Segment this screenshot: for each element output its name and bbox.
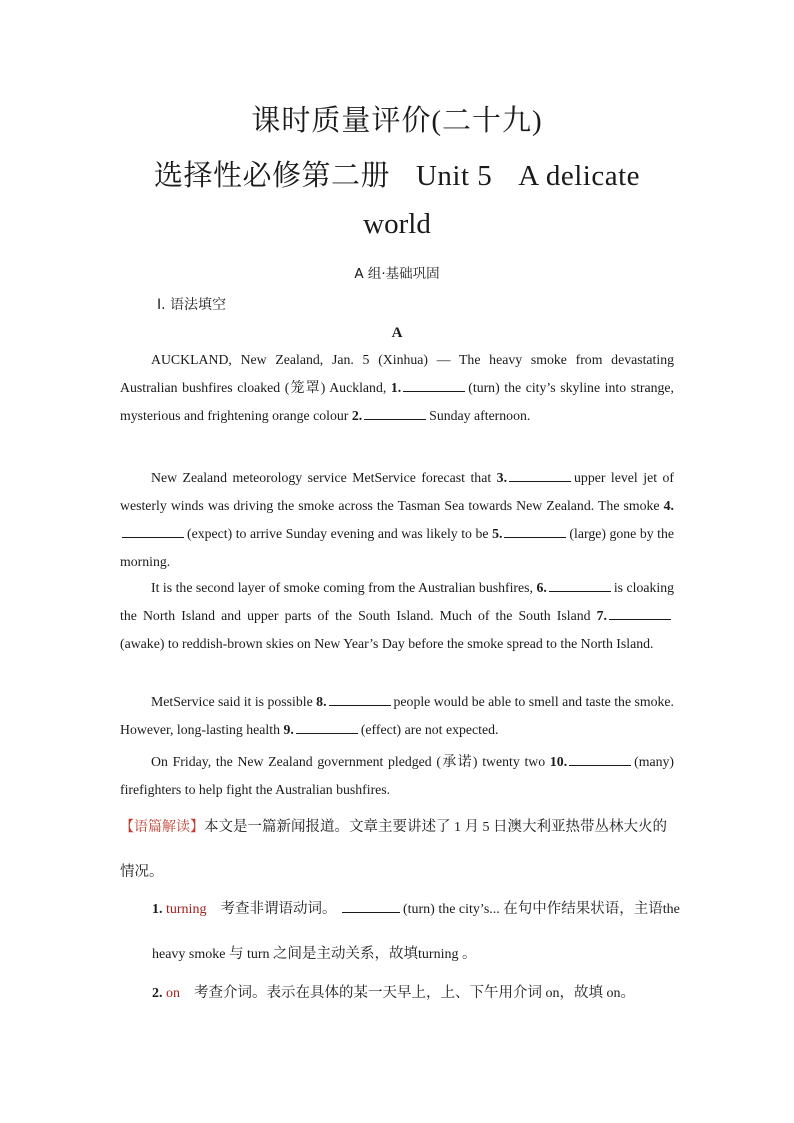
answer-blank-1[interactable]: [403, 377, 465, 392]
answer-blank-9[interactable]: [296, 719, 358, 734]
group-heading: A 组·基础巩固: [354, 266, 440, 282]
answer-blank-ref: [342, 898, 400, 913]
passage-paragraph-1: AUCKLAND, New Zealand, Jan. 5 (Xinhua) — The heavy smoke from devastating Australian bushfires cloaked (笼罩) Auckland, 1. (turn) the city’s skyline into strange, mysterious and frightening orange colour 2. Sunday afternoon.: [120, 352, 675, 423]
blank-number: 4.: [663, 498, 675, 513]
answer-blank-8[interactable]: [329, 691, 391, 706]
blank-number: 5.: [492, 526, 503, 541]
answer-explanation-1: 1. turning 考查非谓语动词。 (turn) the city’s... 在句中作结果状语，主语the heavy smoke 与 turn 之间是主动关系，故填turning 。: [152, 887, 680, 977]
passage-paragraph-5: On Friday, the New Zealand government pledged (承诺) twenty two 10. (many) firefighters to help fight the Australian bushfires.: [120, 748, 674, 804]
analysis-tag: 【语篇解读】: [120, 819, 204, 835]
unit-number: Unit 5: [415, 160, 493, 192]
passage-paragraph-2: New Zealand meteorology service MetService forecast that 3. upper level jet of westerly winds was driving the smoke across the Tasman Sea towards New Zealand. The smoke 4.(expect) to arrive Sunday evening and was likely to be 5. (large) gone by the morning.: [120, 464, 674, 576]
unit-title: [0, 153, 794, 194]
section-heading: Ⅰ. 语法填空: [157, 297, 227, 313]
lesson-title: 课时质量评价(二十九): [251, 105, 543, 137]
unit-topic: A delicate: [518, 160, 641, 192]
blank-number: 6.: [536, 580, 547, 595]
blank-number: 10.: [549, 754, 568, 769]
answer-number: 1.: [152, 902, 163, 917]
blank-number: 1.: [390, 380, 402, 395]
answer-value: turning: [166, 902, 207, 917]
blank-number: 9.: [283, 722, 294, 737]
unit-title-continued: world: [363, 208, 431, 240]
blank-number: 8.: [316, 694, 327, 709]
passage-analysis: 【语篇解读】本文是一篇新闻报道。文章主要讲述了 1 月 5 日澳大利亚热带丛林大火的情况。: [120, 819, 667, 880]
answer-blank-10[interactable]: [569, 751, 631, 766]
course-name: 选择性必修第二册: [153, 160, 390, 192]
passage-paragraph-3: It is the second layer of smoke coming from the Australian bushfires, 6. is cloaking the North Island and upper parts of the South Island. Much of the South Island 7.(awake) to reddish-brown skies on New Year’s Day before the smoke spread to the North Island.: [120, 574, 674, 658]
blank-number: 3.: [496, 470, 508, 485]
passage-label: A: [391, 325, 403, 341]
answer-blank-5[interactable]: [504, 523, 566, 538]
answer-blank-2[interactable]: [364, 405, 426, 420]
answer-blank-6[interactable]: [549, 577, 611, 592]
answer-value: on: [166, 986, 180, 1001]
answer-blank-7[interactable]: [609, 605, 671, 620]
blank-number: 2.: [351, 408, 363, 423]
passage-paragraph-4: MetService said it is possible 8. people would be able to smell and taste the smoke. However, long-lasting health 9. (effect) are not expected.: [120, 688, 674, 744]
answer-blank-3[interactable]: [509, 467, 571, 482]
answer-explanation-2: 2. on 考查介词。表示在具体的某一天早上，上、下午用介词 on，故填 on。: [152, 985, 635, 1001]
blank-number: 7.: [596, 608, 607, 623]
answer-number: 2.: [152, 986, 163, 1001]
answer-blank-4[interactable]: [122, 523, 184, 538]
